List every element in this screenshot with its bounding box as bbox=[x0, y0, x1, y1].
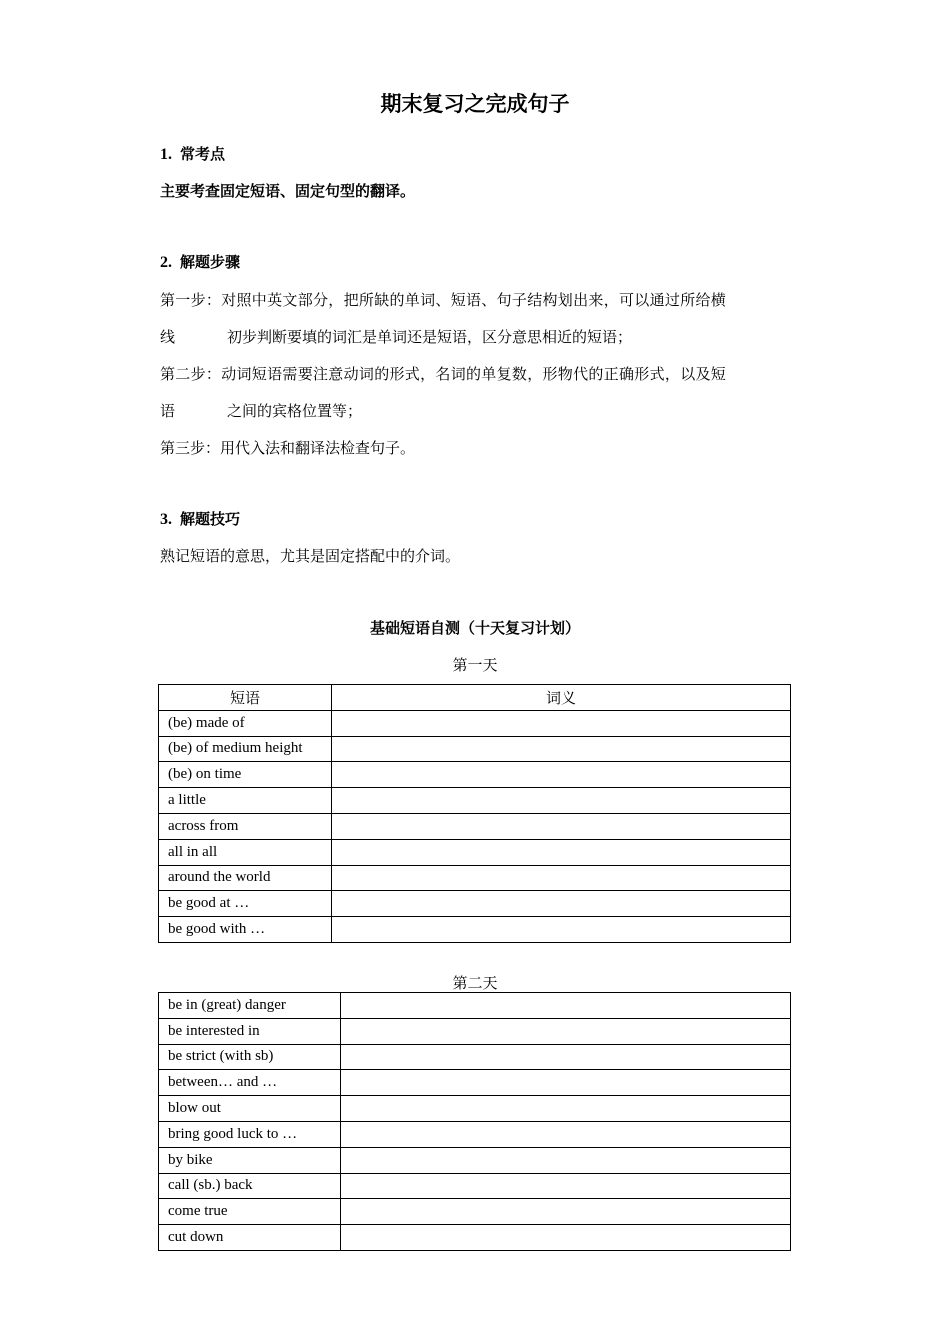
step-1-line-1: 第一步：对照中英文部分，把所缺的单词、短语、句子结构划出来，可以通过所给横 bbox=[160, 291, 727, 309]
phrase-cell: be in (great) danger bbox=[159, 993, 341, 1019]
phrase-cell: be good with … bbox=[159, 917, 332, 943]
table-row bbox=[159, 710, 791, 736]
phrase-cell: come true bbox=[159, 1199, 341, 1225]
phrase-cell: all in all bbox=[159, 839, 332, 865]
phrase-cell: a little bbox=[159, 788, 332, 814]
meaning-cell[interactable] bbox=[332, 917, 791, 943]
table-title: 基础短语自测（十天复习计划） bbox=[369, 619, 580, 637]
phrase-cell: blow out bbox=[159, 1096, 341, 1122]
meaning-cell[interactable] bbox=[332, 813, 791, 839]
table-row bbox=[159, 1121, 791, 1147]
step-2-line-1: 第二步：动词短语需要注意动词的形式，名词的单复数，形物代的正确形式，以及短 bbox=[160, 365, 727, 383]
table-row bbox=[159, 762, 791, 788]
header-phrase: 短语 bbox=[159, 685, 332, 711]
table-row bbox=[159, 1173, 791, 1199]
phrase-cell: (be) of medium height bbox=[159, 736, 332, 762]
step-3: 第三步：用代入法和翻译法检查句子。 bbox=[160, 439, 416, 457]
meaning-cell[interactable] bbox=[332, 891, 791, 917]
table-row bbox=[159, 1199, 791, 1225]
day-1-label: 第一天 bbox=[452, 656, 498, 674]
phrase-cell: between… and … bbox=[159, 1070, 341, 1096]
phrase-cell: cut down bbox=[159, 1225, 341, 1251]
meaning-cell[interactable] bbox=[332, 839, 791, 865]
table-row bbox=[159, 1018, 791, 1044]
phrase-cell: by bike bbox=[159, 1147, 341, 1173]
table-row bbox=[159, 813, 791, 839]
meaning-cell[interactable] bbox=[341, 1147, 791, 1173]
table-row bbox=[159, 891, 791, 917]
meaning-cell[interactable] bbox=[341, 1044, 791, 1070]
phrase-cell: (be) made of bbox=[159, 710, 332, 736]
section-2-heading bbox=[160, 251, 240, 272]
meaning-cell[interactable] bbox=[341, 1121, 791, 1147]
section-3-text: 熟记短语的意思，尤其是固定搭配中的介词。 bbox=[160, 547, 461, 565]
step-1-line-2: 初步判断要填的词汇是单词还是短语，区分意思相近的短语； bbox=[227, 328, 633, 346]
meaning-cell[interactable] bbox=[332, 788, 791, 814]
section-2-title: 解题步骤 bbox=[180, 253, 241, 271]
meaning-cell[interactable] bbox=[341, 1173, 791, 1199]
meaning-cell[interactable] bbox=[341, 1199, 791, 1225]
phrase-cell: call (sb.) back bbox=[159, 1173, 341, 1199]
header-meaning: 词义 bbox=[332, 685, 791, 711]
day-2-table bbox=[158, 992, 791, 1251]
table-row bbox=[159, 1225, 791, 1251]
meaning-cell[interactable] bbox=[332, 710, 791, 736]
meaning-cell[interactable] bbox=[341, 993, 791, 1019]
meaning-cell[interactable] bbox=[332, 736, 791, 762]
day-2-label: 第二天 bbox=[452, 974, 498, 992]
table-row bbox=[159, 865, 791, 891]
table-row bbox=[159, 788, 791, 814]
table-row bbox=[159, 1044, 791, 1070]
phrase-cell: be interested in bbox=[159, 1018, 341, 1044]
meaning-cell[interactable] bbox=[341, 1096, 791, 1122]
phrase-cell: be strict (with sb) bbox=[159, 1044, 341, 1070]
section-3-number: 3. bbox=[160, 511, 172, 528]
day-1-table bbox=[158, 684, 791, 943]
table-header-row bbox=[159, 685, 791, 711]
section-1-title: 常考点 bbox=[180, 145, 226, 163]
table-row bbox=[159, 1096, 791, 1122]
phrase-cell: (be) on time bbox=[159, 762, 332, 788]
phrase-cell: across from bbox=[159, 813, 332, 839]
meaning-cell[interactable] bbox=[341, 1070, 791, 1096]
step-2-line-2: 之间的宾格位置等； bbox=[227, 402, 363, 420]
phrase-cell: bring good luck to … bbox=[159, 1121, 341, 1147]
section-2-number: 2. bbox=[160, 254, 172, 271]
table-row bbox=[159, 736, 791, 762]
meaning-cell[interactable] bbox=[332, 762, 791, 788]
meaning-cell[interactable] bbox=[341, 1225, 791, 1251]
table-row bbox=[159, 839, 791, 865]
table-row bbox=[159, 917, 791, 943]
table-row bbox=[159, 1070, 791, 1096]
section-3-title: 解题技巧 bbox=[180, 510, 241, 528]
section-1-number: 1. bbox=[160, 146, 172, 163]
table-row bbox=[159, 1147, 791, 1173]
meaning-cell[interactable] bbox=[332, 865, 791, 891]
page-title: 期末复习之完成句子 bbox=[380, 92, 570, 116]
meaning-cell[interactable] bbox=[341, 1018, 791, 1044]
section-1-text: 主要考查固定短语、固定句型的翻译。 bbox=[160, 182, 416, 200]
step-1-wrap-char: 线 bbox=[160, 328, 176, 346]
table-row bbox=[159, 993, 791, 1019]
phrase-cell: be good at … bbox=[159, 891, 332, 917]
step-2-wrap-char: 语 bbox=[160, 402, 176, 420]
section-1-heading bbox=[160, 143, 225, 164]
phrase-cell: around the world bbox=[159, 865, 332, 891]
section-3-heading bbox=[160, 508, 240, 529]
